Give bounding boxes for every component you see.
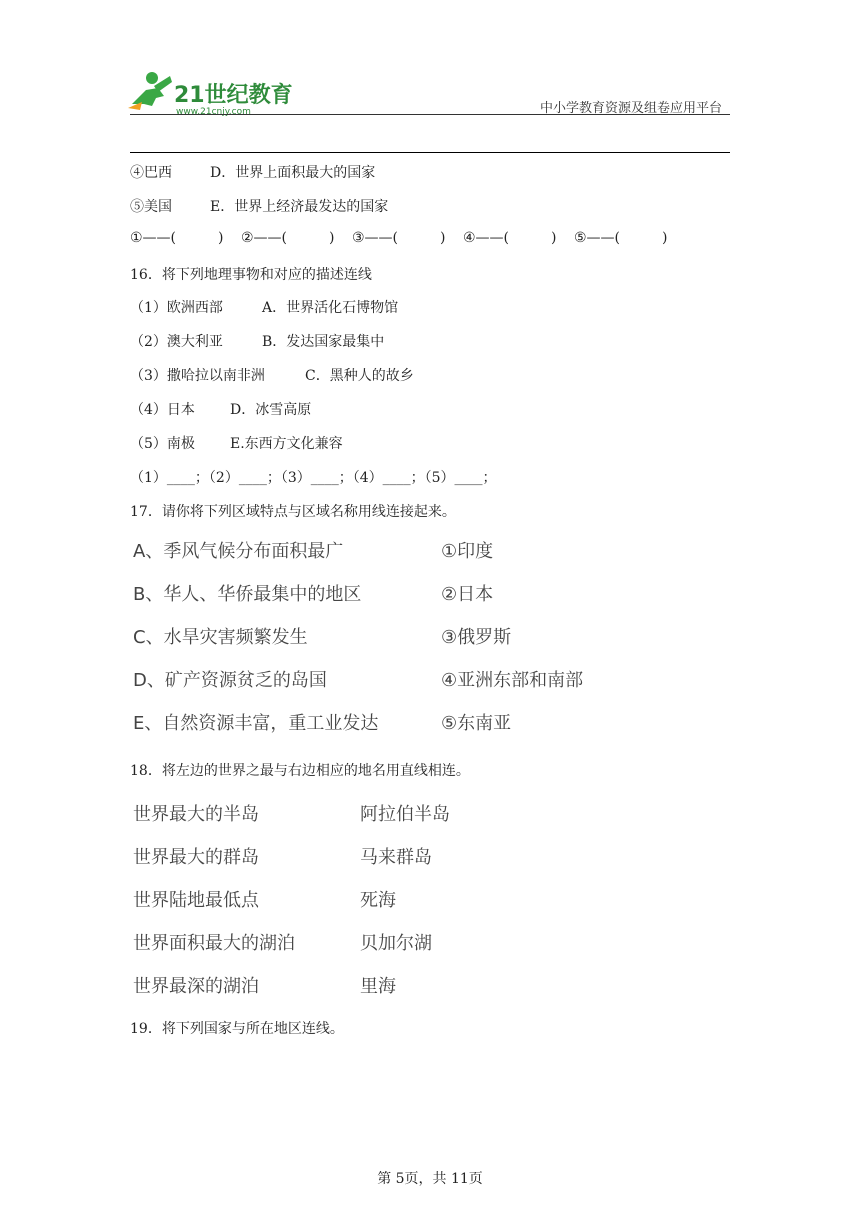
q18-right-4: 贝加尔湖 bbox=[360, 933, 432, 954]
q15-answer-1-close: ) bbox=[218, 230, 224, 246]
q18-right-3: 死海 bbox=[360, 890, 396, 911]
q18-right-2: 马来群岛 bbox=[360, 847, 432, 868]
q15-row-5-num: ⑤美国 bbox=[130, 199, 172, 215]
q15-answer-3-open: ③——( bbox=[352, 230, 399, 246]
logo bbox=[124, 68, 294, 118]
q16-left-4: （4）日本 bbox=[130, 402, 195, 418]
q16-left-3: （3）撒哈拉以南非洲 bbox=[130, 368, 265, 384]
q17-right-1: ①印度 bbox=[441, 541, 494, 562]
q15-answer-4-close: ) bbox=[551, 230, 557, 246]
svg-text:www.21cnjy.com: www.21cnjy.com bbox=[176, 107, 251, 117]
q18-right-1: 阿拉伯半岛 bbox=[360, 804, 450, 825]
q15-answer-2-close: ) bbox=[329, 230, 335, 246]
q16-right-4: D．冰雪高原 bbox=[230, 402, 312, 418]
q17-right-5: ⑤东南亚 bbox=[441, 713, 512, 734]
page-number: 第 5页，共 11页 bbox=[377, 1171, 483, 1187]
q18-left-4: 世界面积最大的湖泊 bbox=[133, 933, 295, 954]
q17-right-2: ②日本 bbox=[441, 584, 494, 605]
q16-answer-line: （1）____；（2）____；（3）____；（4）____；（5）____； bbox=[130, 470, 497, 486]
q18-left-5: 世界最深的湖泊 bbox=[133, 976, 259, 997]
q18-left-3: 世界陆地最低点 bbox=[133, 890, 259, 911]
q16-right-1: A．世界活化石博物馆 bbox=[262, 300, 399, 316]
q15-row-4-desc: D．世界上面积最大的国家 bbox=[210, 165, 376, 181]
q16-title: 16．将下列地理事物和对应的描述连线 bbox=[130, 267, 372, 283]
q18-title: 18．将左边的世界之最与右边相应的地名用直线相连。 bbox=[130, 763, 470, 779]
q15-answer-5-close: ) bbox=[662, 230, 668, 246]
q17-left-b: B、华人、华侨最集中的地区 bbox=[133, 584, 362, 605]
q19-title: 19．将下列国家与所在地区连线。 bbox=[130, 1021, 344, 1037]
q18-left-1: 世界最大的半岛 bbox=[133, 804, 259, 825]
q17-title: 17．请你将下列区域特点与区域名称用线连接起来。 bbox=[130, 504, 456, 520]
q18-left-2: 世界最大的群岛 bbox=[133, 847, 259, 868]
q18-right-5: 里海 bbox=[360, 976, 396, 997]
header-divider-bottom bbox=[130, 152, 730, 153]
q15-answer-3-close: ) bbox=[440, 230, 446, 246]
q17-right-3: ③俄罗斯 bbox=[441, 627, 512, 648]
q17-left-e: E、自然资源丰富，重工业发达 bbox=[133, 713, 379, 734]
q17-left-c: C、水旱灾害频繁发生 bbox=[133, 627, 308, 648]
q17-right-4: ④亚洲东部和南部 bbox=[441, 670, 584, 691]
runner-logo-icon bbox=[124, 68, 294, 118]
q17-left-d: D、矿产资源贫乏的岛国 bbox=[133, 670, 327, 691]
q15-answer-2-open: ②——( bbox=[241, 230, 288, 246]
q15-answer-5-open: ⑤——( bbox=[574, 230, 621, 246]
q15-row-5-desc: E．世界上经济最发达的国家 bbox=[210, 199, 389, 215]
q16-left-2: （2）澳大利亚 bbox=[130, 334, 223, 350]
q16-left-5: （5）南极 bbox=[130, 436, 195, 452]
q15-answer-1-open: ①——( bbox=[130, 230, 177, 246]
q16-right-3: C．黑种人的故乡 bbox=[305, 368, 414, 384]
q16-right-2: B．发达国家最集中 bbox=[262, 334, 385, 350]
q15-answer-4-open: ④——( bbox=[463, 230, 510, 246]
header-divider bbox=[130, 114, 730, 115]
platform-name: 中小学教育资源及组卷应用平台 bbox=[540, 101, 723, 116]
q17-left-a: A、季风气候分布面积最广 bbox=[133, 541, 344, 562]
q16-left-1: （1）欧洲西部 bbox=[130, 300, 223, 316]
q15-row-4-num: ④巴西 bbox=[130, 165, 172, 181]
svg-text:21世纪教育: 21世纪教育 bbox=[174, 83, 293, 108]
q16-right-5: E.东西方文化兼容 bbox=[230, 436, 343, 452]
